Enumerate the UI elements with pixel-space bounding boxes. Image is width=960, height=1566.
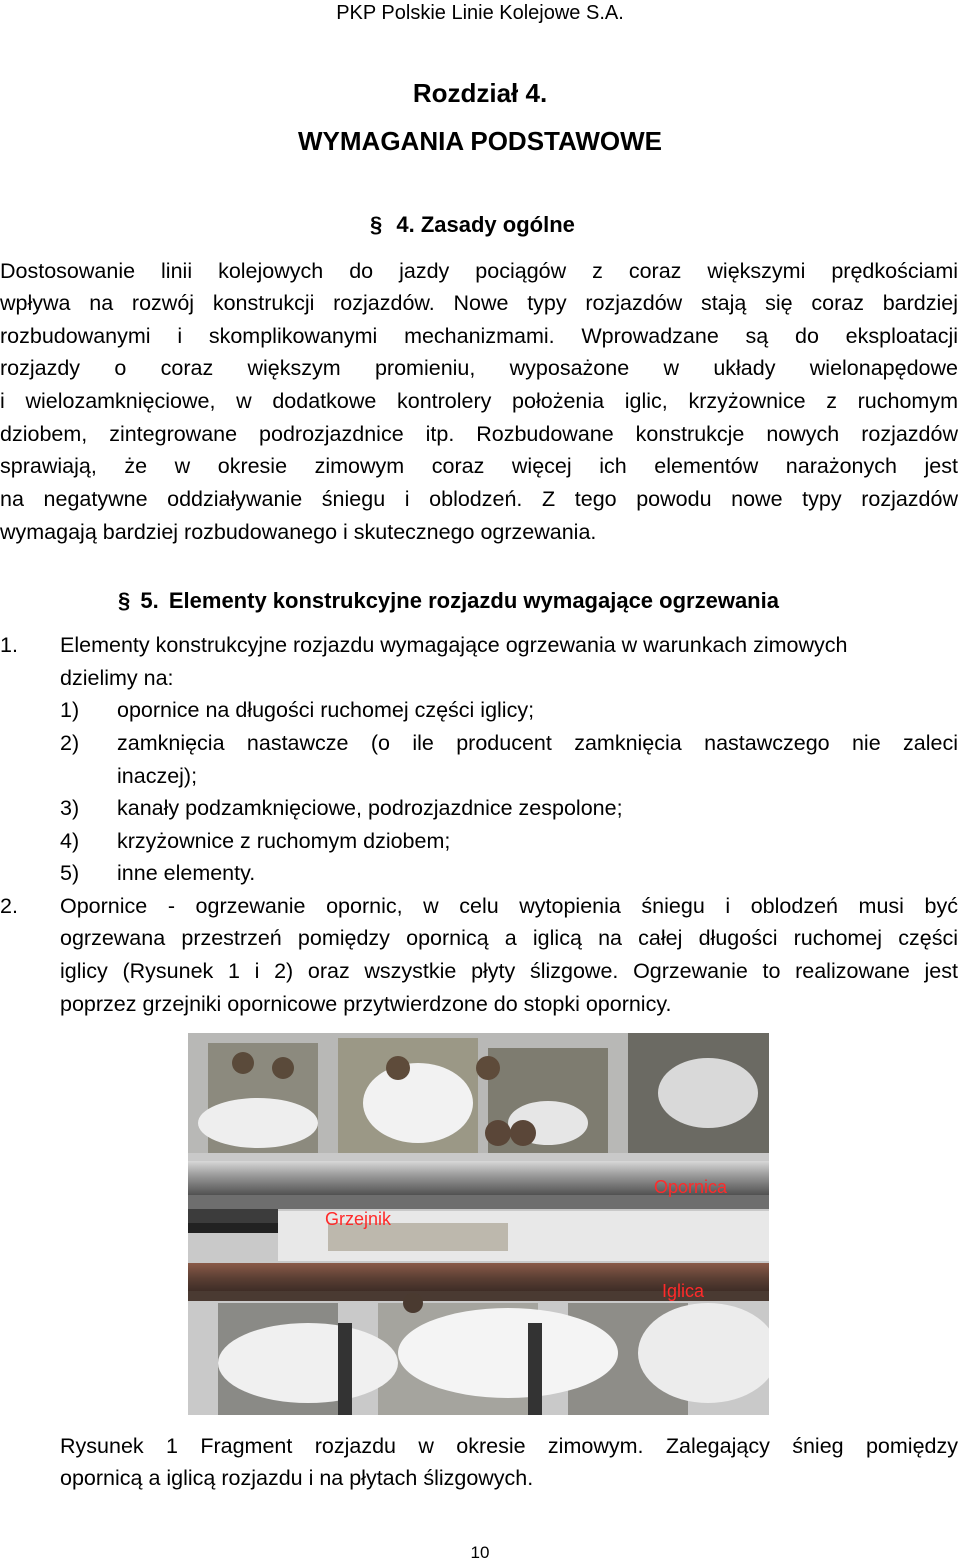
caption-line: Rysunek 1 Fragment rozjazdu w okresie zimowym. Zalegający śnieg pomiędzy bbox=[60, 1434, 958, 1458]
paragraph-line: wymagają bardziej rozbudowanego i skutecznego ogrzewania. bbox=[0, 520, 597, 544]
paragraph-line: rozjazdy o coraz większym promieniu, wyposażone w układy wielonapędowe bbox=[0, 356, 958, 380]
page-number: 10 bbox=[470, 1543, 490, 1562]
subitem-text: kanały podzamknięciowe, podrozjazdnice zespolone; bbox=[117, 796, 623, 820]
paragraph-line: na negatywne oddziaływanie śniegu i oblodzeń. Z tego powodu nowe typy rozjazdów bbox=[0, 487, 958, 511]
label-opornica: Opornica bbox=[654, 1177, 728, 1197]
item-line: Opornice - ogrzewanie opornic, w celu wytopienia śniegu i oblodzeń musi być bbox=[60, 894, 958, 918]
running-header: PKP Polskie Linie Kolejowe S.A. bbox=[336, 2, 624, 24]
subitem-number: 5) bbox=[60, 861, 80, 885]
paragraph-line: sprawiają, że w okresie zimowym coraz więcej ich elementów narażonych jest bbox=[0, 454, 958, 478]
section-sign: § bbox=[370, 212, 383, 237]
subitem-number: 1) bbox=[60, 698, 80, 722]
subitem-text: zamknięcia nastawcze (o ile producent zamknięcia nastawczego nie zaleci bbox=[117, 731, 958, 755]
item-number: 1. bbox=[0, 633, 18, 657]
paragraph-line: wpływa na rozwój konstrukcji rozjazdów. Nowe typy rozjazdów stają się coraz bardziej bbox=[0, 291, 958, 315]
subitem-text: opornice na długości ruchomej części iglicy; bbox=[117, 698, 535, 722]
chapter-title: WYMAGANIA PODSTAWOWE bbox=[298, 126, 662, 156]
section-sign: § bbox=[118, 588, 131, 613]
subitem-number: 4) bbox=[60, 829, 80, 853]
switch-photo-drawing bbox=[188, 1033, 769, 1415]
subitem-number: 3) bbox=[60, 796, 80, 820]
caption-line: opornicą a iglicą rozjazdu i na płytach ślizgowych. bbox=[60, 1466, 534, 1490]
section-5-title: Elementy konstrukcyjne rozjazdu wymagające ogrzewania bbox=[168, 588, 779, 613]
subitem-text: inaczej); bbox=[117, 764, 198, 788]
section-5-heading bbox=[118, 588, 779, 614]
paragraph-line: i wielozamknięciowe, w dodatkowe kontrolery położenia iglic, krzyżownice z ruchomym bbox=[0, 389, 958, 413]
label-iglica: Iglica bbox=[662, 1281, 705, 1301]
item-line: poprzez grzejniki opornicowe przytwierdzone do stopki opornicy. bbox=[60, 992, 672, 1016]
item-line: ogrzewana przestrzeń pomiędzy opornicą a iglicą na całej długości ruchomej części bbox=[60, 926, 958, 950]
item-number: 2. bbox=[0, 894, 18, 918]
section-5-number: 5. bbox=[140, 588, 159, 613]
item-line: iglicy (Rysunek 1 i 2) oraz wszystkie płyty ślizgowe. Ogrzewanie to realizowane jest bbox=[60, 959, 958, 983]
subitem-text: krzyżownice z ruchomym dziobem; bbox=[117, 829, 451, 853]
chapter-number: Rozdział 4. bbox=[412, 78, 548, 108]
label-grzejnik: Grzejnik bbox=[325, 1209, 392, 1229]
section-4-title: 4. Zasady ogólne bbox=[396, 212, 575, 237]
paragraph-line: rozbudowanymi i skomplikowanymi mechanizmami. Wprowadzane są do eksploatacji bbox=[0, 324, 958, 348]
item-line: dzielimy na: bbox=[60, 666, 174, 690]
item-line: Elementy konstrukcyjne rozjazdu wymagające ogrzewania w warunkach zimowych bbox=[60, 633, 848, 657]
paragraph-line: Dostosowanie linii kolejowych do jazdy pociągów z coraz większymi prędkościami bbox=[0, 259, 958, 283]
subitem-text: inne elementy. bbox=[117, 861, 256, 885]
subitem-number: 2) bbox=[60, 731, 80, 755]
switch-photo bbox=[188, 1033, 769, 1415]
section-4-heading bbox=[370, 212, 575, 238]
paragraph-line: dziobem, zintegrowane podrozjazdnice itp. Rozbudowane konstrukcje nowych rozjazdów bbox=[0, 422, 958, 446]
